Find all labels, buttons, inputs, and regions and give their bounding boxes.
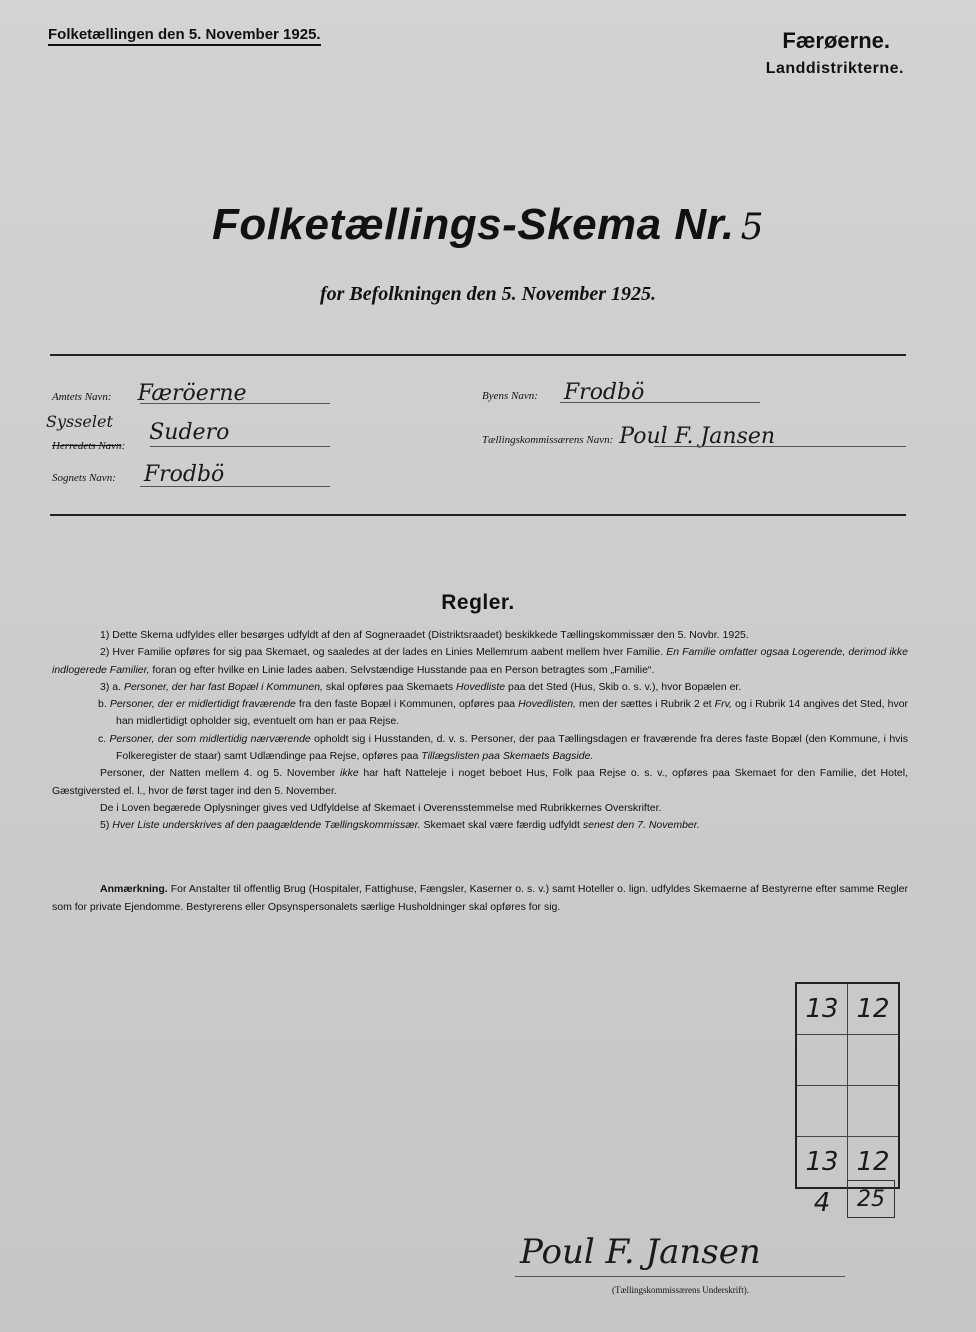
kommissaer-line bbox=[654, 446, 906, 447]
rule-3c: c. Personer, der som midlertidig nærværende opholdt sig i Husstanden, d. v. s. Personer, der paa Tællingsdagen er fraværende fra deres faste Bopæl (den Kommune, i hvis Folkeregister de staar) samt Udlændinge paa Rejse, opføres paa Tillægslisten paa Skemaets Bagside. bbox=[98, 732, 908, 763]
kommissaer-value: Poul F. Jansen bbox=[619, 424, 776, 449]
rule-5: 5) Hver Liste underskrives af den paagældende Tællingskommissær. Skemaet skal være færdig udfyldt senest den 7. November. bbox=[100, 819, 700, 832]
note-label: Anmærkning. bbox=[100, 883, 168, 895]
kommissaer-label: Tællingskommissærens Navn: bbox=[482, 434, 614, 446]
sogn-label: Sognets Navn: bbox=[52, 472, 116, 484]
sogn-value: Frodbö bbox=[143, 462, 225, 487]
rule-1: 1) Dette Skema udfyldes eller besørges udfyldt af den af Sogneraadet (Distriktsraadet) beskikkede Tællingskommissær den 5. Novbr. 1925. bbox=[100, 629, 749, 641]
herred-correction-value: Sysselet bbox=[46, 412, 113, 431]
herred-line bbox=[150, 446, 330, 447]
amt-line bbox=[140, 403, 330, 404]
rule-4: Personer, der Natten mellem 4. og 5. November ikke har haft Natteleje i noget beboet Hus, Folk paa Rejse o. s. v., opføres paa Skemaet for den Familie, det Hotel, Gæstgiversted el. l., hvor de først tager ind den 5. November. bbox=[52, 767, 908, 797]
tally-total-left: 4 bbox=[813, 1188, 831, 1218]
region-heading: Færøerne. bbox=[782, 28, 890, 53]
rules-text bbox=[52, 627, 908, 835]
tally-total-right: 25 bbox=[847, 1180, 895, 1218]
tally-cell: 12 bbox=[847, 1137, 898, 1187]
note-section bbox=[52, 880, 908, 916]
amt-label: Amtets Navn: bbox=[52, 391, 112, 403]
tally-row bbox=[797, 984, 898, 1035]
rule-3a: 3) a. Personer, der har fast Bopæl i Kommunen, skal opføres paa Skemaets Hovedliste paa det Sted (Hus, Skib o. s. v.), hvor Bopælen er. bbox=[100, 680, 742, 693]
herred-label-struck: Herredets Navn bbox=[52, 440, 122, 452]
tally-cell bbox=[797, 1086, 847, 1136]
tally-cell: 13 bbox=[805, 994, 839, 1024]
by-value: Frodbö bbox=[563, 380, 645, 405]
rule-4-law: De i Loven begærede Oplysninger gives ved Udfyldelse af Skemaet i Overensstemmelse med Rubrikkernes Overskrifter. bbox=[100, 801, 662, 814]
tally-cell bbox=[797, 1035, 847, 1085]
bottom-divider bbox=[50, 514, 906, 516]
form-title bbox=[0, 200, 976, 250]
tally-total bbox=[797, 1178, 895, 1228]
herred-correction bbox=[46, 412, 113, 432]
sogn-field bbox=[52, 462, 224, 487]
form-title-text: Folketællings-Skema Nr. bbox=[212, 200, 735, 249]
district-heading: Landdistrikterne. bbox=[765, 60, 904, 77]
form-number-handwritten: 5 bbox=[740, 207, 764, 248]
tally-cell bbox=[847, 1086, 898, 1136]
signature-caption: (Tællingskommissærens Underskrift). bbox=[612, 1285, 749, 1295]
top-divider bbox=[50, 354, 906, 356]
by-label: Byens Navn: bbox=[482, 390, 538, 402]
rules-heading: Regler. bbox=[441, 591, 515, 614]
signature-handwritten: Poul F. Jansen bbox=[520, 1232, 761, 1272]
amt-value: Færöerne bbox=[137, 381, 247, 406]
tally-table bbox=[795, 982, 900, 1189]
by-line bbox=[560, 402, 760, 403]
tally-cell bbox=[847, 1035, 898, 1085]
herred-value: Sudero bbox=[149, 420, 230, 445]
tally-row bbox=[797, 1086, 898, 1137]
sogn-line bbox=[140, 486, 330, 487]
tally-row bbox=[797, 1035, 898, 1086]
rule-2: 2) Hver Familie opføres for sig paa Skemaet, og saaledes at der lades en Linies Mellemrum aabent mellem hver Familie. En Familie omfatter ogsaa Logerende, derimod ikke indlogerede Familier, foran og efter hvilke en Linie lades aaben. Selvstændige Husstande paa en Person betragtes som „Familie“. bbox=[52, 646, 909, 676]
tally-cell: 13 bbox=[805, 1147, 839, 1177]
form-subtitle: for Befolkningen den 5. November 1925. bbox=[319, 283, 657, 305]
rule-3b: b. Personer, der er midlertidigt fraværende fra den faste Bopæl i Kommunen, opføres paa Hovedlisten, men der sættes i Rubrik 2 et Frv, og i Rubrik 14 angives det Sted, hvor han midlertidigt opholder sig, eventuelt om han er paa Rejse. bbox=[98, 698, 909, 728]
tally-cell: 12 bbox=[847, 984, 898, 1034]
note-text: For Anstalter til offentlig Brug (Hospitaler, Fattighuse, Fængsler, Kaserner o. s. v.) samt Hoteller o. lign. udfyldes Skemaerne af Bestyrerne efter samme Regler som for private Ejendomme. Bestyrerens eller Opsynspersonalets særlige Husholdninger skal opføres for sig. bbox=[52, 883, 908, 913]
herred-field: Herredets Navn: Sudero bbox=[52, 420, 230, 452]
census-header-line: Folketællingen den 5. November 1925. bbox=[48, 26, 321, 46]
signature-line bbox=[515, 1276, 845, 1277]
